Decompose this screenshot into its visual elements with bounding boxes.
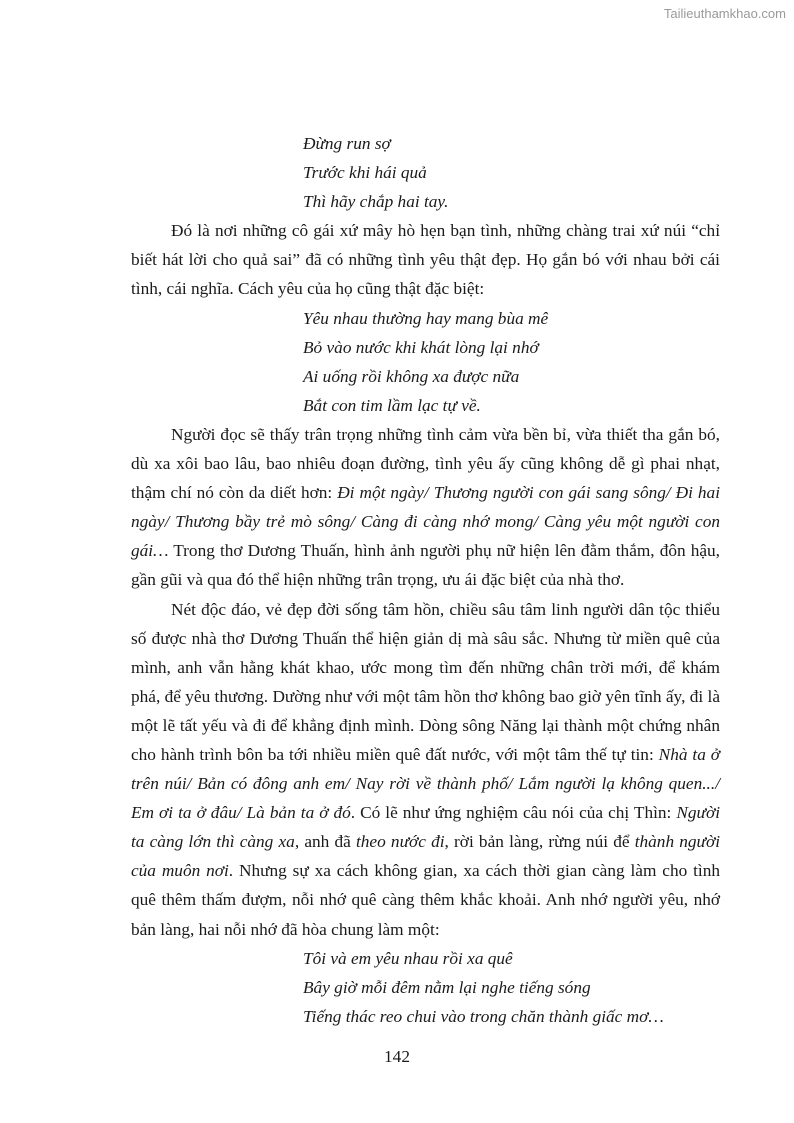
paragraph-2: [131, 420, 720, 595]
italic-quote: thành người của muôn nơi: [131, 832, 721, 881]
poem-line: Bây giờ mỗi đêm nằm lại nghe tiếng sóng: [303, 977, 591, 997]
italic-quote: Nhà ta ở trên núi/ Bản có đông anh em/ Nay rời về thành phố/ Lắm người lạ không quen.../ Em ơi ta ở đâu/ Là bản ta ở đó: [131, 744, 720, 823]
paragraph-1: Đó là nơi những cô gái xứ mây hò hẹn bạn tình, những chàng trai xứ núi “chỉ biết hát lời cho quả sai” đã có những tình yêu thật đẹp. Họ gắn bó với nhau bởi cái tình, cái nghĩa. Cách yêu của họ cũng thật đặc biệt:: [131, 221, 720, 299]
poem-block-1: [131, 129, 720, 216]
italic-quote: Đi một ngày/ Thương người con gái sang sông/ Đi hai ngày/ Thương bầy trẻ mò sông/ Càng đi càng nhớ mong/ Càng yêu một người con gái…: [131, 483, 720, 561]
italic-quote: theo nước đi: [355, 832, 445, 852]
poem-line: Bắt con tim lầm lạc tự về.: [303, 395, 481, 415]
text-run: . Nhưng sự xa cách không gian, xa cách thời gian càng làm cho tình quê thêm thấm đượm, nỗi nhớ quê càng thêm khắc khoải. Anh nhớ người yêu, nhớ bản làng, hai nỗi nhớ đã hòa chung làm một:: [131, 861, 720, 939]
poem-block-3: [131, 944, 720, 1031]
poem-line: Tiếng thác reo chui vào trong chăn thành giấc mơ…: [303, 1006, 664, 1026]
watermark: Tailieuthamkhao.com: [663, 6, 786, 21]
text-run: Trong thơ Dương Thuấn, hình ảnh người phụ nữ hiện lên đằm thắm, đôn hậu, gần gũi và qua đó thể hiện những trân trọng, ưu ái đặc biệt của nhà thơ.: [131, 541, 720, 590]
poem-line: Yêu nhau thường hay mang bùa mê: [303, 308, 549, 328]
text-run: , anh đã: [294, 832, 356, 852]
paragraph-3: [131, 595, 720, 944]
page-body: [131, 129, 720, 1031]
poem-line: Trước khi hái quả: [303, 163, 427, 183]
text-run: , rời bản làng, rừng núi để: [444, 832, 635, 852]
text-run: Nét độc đáo, vẻ đẹp đời sống tâm hồn, chiều sâu tâm linh người dân tộc thiểu số được nhà thơ Dương Thuấn thể hiện giản dị mà sâu sắc. Nhưng từ miền quê của mình, anh vẫn hằng khát khao, ước mong tìm đến những chân trời mới, để khám phá, để yêu thương. Dường như với một tâm hồn thơ không bao giờ yên tĩnh ấy, đi là một lẽ tất yếu và đi để khẳng định mình. Dòng sông Năng lại thành một chứng nhân cho hành trình bôn ba tới nhiều miền quê đất nước, với một tâm thế tự tin:: [131, 599, 720, 764]
poem-line: Thì hãy chắp hai tay.: [303, 192, 449, 212]
poem-line: Bỏ vào nước khi khát lòng lại nhớ: [303, 337, 539, 357]
italic-quote: Người ta càng lớn thì càng xa: [131, 803, 720, 852]
poem-line: Đừng run sợ: [303, 134, 391, 153]
poem-block-2: [131, 304, 720, 420]
text-run: . Có lẽ như ứng nghiệm câu nói của chị Thìn:: [350, 803, 677, 823]
poem-line: Tôi và em yêu nhau rồi xa quê: [303, 948, 513, 968]
text-run: Người đọc sẽ thấy trân trọng những tình cảm vừa bền bỉ, vừa thiết tha gắn bó, dù xa xôi bao lâu, bao nhiêu đoạn đường, tình yêu ấy cũng không dễ gì phai nhạt, thậm chí nó còn da diết hơn:: [131, 424, 720, 503]
page-number: 142: [384, 1047, 410, 1066]
poem-line: Ai uống rồi không xa được nữa: [303, 366, 520, 386]
